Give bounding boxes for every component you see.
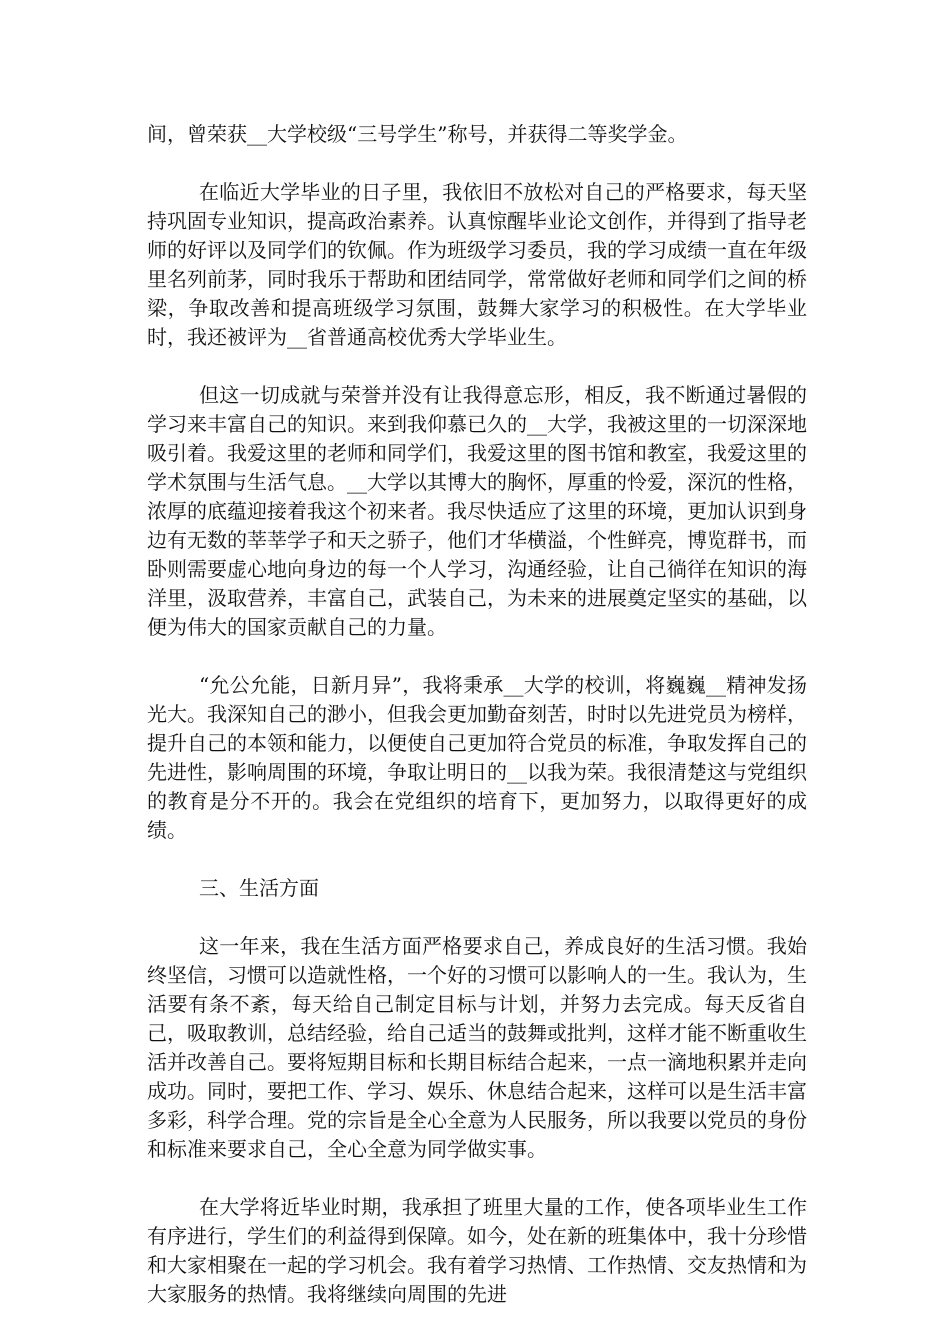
document-body [147,120,807,1338]
paragraph-life: 这一年来，我在生活方面严格要求自己，养成良好的生活习惯。我始终坚信，习惯可以造就性格，一个好的习惯可以影响人的一生。我认为，生活要有条不紊，每天给自己制定目标与计划，并努力去完成。每天反省自己，吸取教训，总结经验，给自己适当的鼓舞或批判，这样才能不断重收生活并改善自己。要将短期目标和长期目标结合起来，一点一滴地积累并走向成功。同时，要把工作、学习、娱乐、休息结合起来，这样可以是生活丰富多彩，科学合理。党的宗旨是全心全意为人民服务，所以我要以党员的身份和标准来要求自己，全心全意为同学做实事。 [147,934,807,1161]
paragraph-university: 但这一切成就与荣誉并没有让我得意忘形，相反，我不断通过暑假的学习来丰富自己的知识。来到我仰慕已久的__大学，我被这里的一切深深地吸引着。我爱这里的老师和同学们，我爱这里的图书馆和教室，我爱这里的学术氛围与生活气息。__大学以其博大的胸怀，厚重的怜爱，深沉的性格，浓厚的底蕴迎接着我这个初来者。我尽快适应了这里的环境，更加认识到身边有无数的莘莘学子和天之骄子，他们才华横溢，个性鲜亮，博览群书，而卧则需要虚心地向身边的每一个人学习，沟通经验，让自己徜徉在知识的海洋里，汲取营养，丰富自己，武装自己，为未来的进展奠定坚实的基础，以便为伟大的国家贡献自己的力量。 [147,383,807,639]
paragraph-motto: “允公允能，日新月异”，我将秉承__大学的校训，将巍巍__精神发扬光大。我深知自己的渺小，但我会更加勤奋刻苦，时时以先进党员为榜样，提升自己的本领和能力，以便使自己更加符合党员的标准，争取发挥自己的先进性，影响周围的环境，争取让明日的__以我为荣。我很清楚这与党组织的教育是分不开的。我会在党组织的培育下，更加努力，以取得更好的成绩。 [147,673,807,842]
paragraph-graduation: 在临近大学毕业的日子里，我依旧不放松对自己的严格要求，每天坚持巩固专业知识，提高政治素养。认真惊醒毕业论文创作，并得到了指导老师的好评以及同学们的钦佩。作为班级学习委员，我的学习成绩一直在年级里名列前茅，同时我乐于帮助和团结同学，常常做好老师和同学们之间的桥梁，争取改善和提高班级学习氛围，鼓舞大家学习的积极性。在大学毕业时，我还被评为__省普通高校优秀大学毕业生。 [147,180,807,349]
paragraph-continuation: 间，曾荣获__大学校级“三号学生”称号，并获得二等奖学金。 [147,122,688,146]
section-heading-life: 三、生活方面 [199,876,319,900]
paragraph-class-work: 在大学将近毕业时期，我承担了班里大量的工作，使各项毕业生工作有序进行，学生们的利益得到保障。如今，处在新的班集体中，我十分珍惜和大家相聚在一起的学习机会。我有着学习热情、工作热情、交友热情和为大家服务的热情。我将继续向周围的先进 [147,1195,807,1306]
